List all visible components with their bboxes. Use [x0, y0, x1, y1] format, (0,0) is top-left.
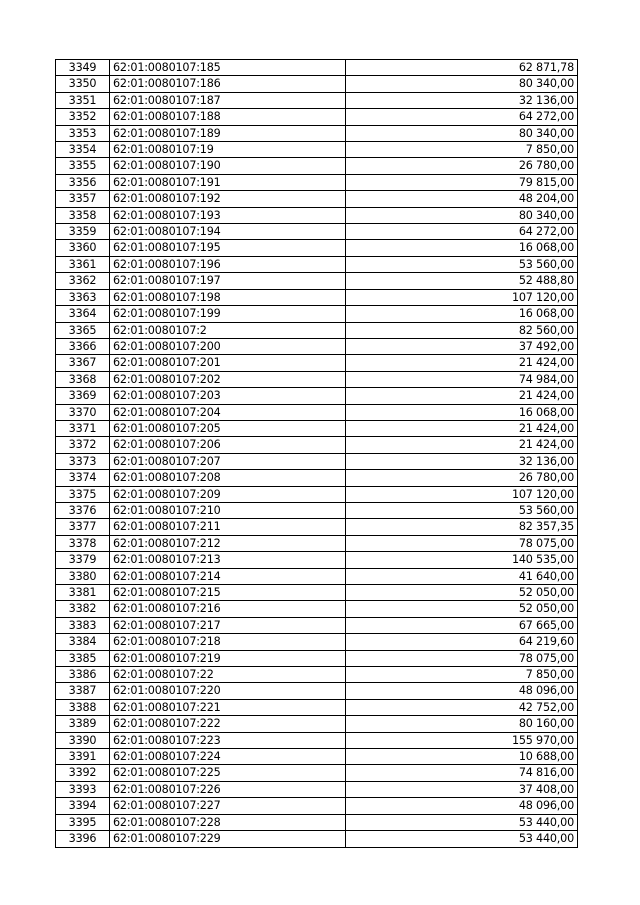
table-row — [56, 650, 578, 666]
value-cell: 74 984,00 — [346, 371, 578, 387]
cadastral-number-cell: 62:01:0080107:190 — [110, 158, 346, 174]
table-row — [56, 322, 578, 338]
cadastral-number-cell: 62:01:0080107:194 — [110, 224, 346, 240]
value-cell: 107 120,00 — [346, 486, 578, 502]
cadastral-number-cell: 62:01:0080107:200 — [110, 338, 346, 354]
table-row — [56, 831, 578, 847]
cadastral-value-table — [55, 59, 578, 848]
table-row — [56, 420, 578, 436]
value-cell: 48 096,00 — [346, 798, 578, 814]
row-number-cell: 3360 — [56, 240, 110, 256]
value-cell: 16 068,00 — [346, 404, 578, 420]
value-cell: 42 752,00 — [346, 699, 578, 715]
cadastral-number-cell: 62:01:0080107:201 — [110, 355, 346, 371]
row-number-cell: 3356 — [56, 174, 110, 190]
row-number-cell: 3355 — [56, 158, 110, 174]
row-number-cell: 3361 — [56, 256, 110, 272]
row-number-cell: 3359 — [56, 224, 110, 240]
cadastral-number-cell: 62:01:0080107:19 — [110, 142, 346, 158]
value-cell: 52 050,00 — [346, 585, 578, 601]
row-number-cell: 3396 — [56, 831, 110, 847]
value-cell: 107 120,00 — [346, 289, 578, 305]
table-row — [56, 732, 578, 748]
table-row — [56, 289, 578, 305]
value-cell: 41 640,00 — [346, 568, 578, 584]
row-number-cell: 3383 — [56, 617, 110, 633]
cadastral-number-cell: 62:01:0080107:186 — [110, 76, 346, 92]
row-number-cell: 3380 — [56, 568, 110, 584]
value-cell: 64 219,60 — [346, 634, 578, 650]
cadastral-number-cell: 62:01:0080107:210 — [110, 502, 346, 518]
cadastral-number-cell: 62:01:0080107:216 — [110, 601, 346, 617]
cadastral-number-cell: 62:01:0080107:228 — [110, 814, 346, 830]
cadastral-number-cell: 62:01:0080107:222 — [110, 716, 346, 732]
cadastral-number-cell: 62:01:0080107:225 — [110, 765, 346, 781]
table-row — [56, 92, 578, 108]
table-row — [56, 256, 578, 272]
cadastral-number-cell: 62:01:0080107:206 — [110, 437, 346, 453]
cadastral-number-cell: 62:01:0080107:220 — [110, 683, 346, 699]
table-row — [56, 125, 578, 141]
row-number-cell: 3382 — [56, 601, 110, 617]
value-cell: 64 272,00 — [346, 224, 578, 240]
row-number-cell: 3364 — [56, 306, 110, 322]
value-cell: 48 204,00 — [346, 191, 578, 207]
value-cell: 16 068,00 — [346, 240, 578, 256]
row-number-cell: 3370 — [56, 404, 110, 420]
row-number-cell: 3362 — [56, 273, 110, 289]
value-cell: 78 075,00 — [346, 535, 578, 551]
cadastral-number-cell: 62:01:0080107:202 — [110, 371, 346, 387]
cadastral-number-cell: 62:01:0080107:213 — [110, 552, 346, 568]
table-row — [56, 437, 578, 453]
table-row — [56, 388, 578, 404]
table-row — [56, 486, 578, 502]
cadastral-number-cell: 62:01:0080107:187 — [110, 92, 346, 108]
row-number-cell: 3368 — [56, 371, 110, 387]
table-row — [56, 355, 578, 371]
row-number-cell: 3363 — [56, 289, 110, 305]
value-cell: 82 560,00 — [346, 322, 578, 338]
value-cell: 21 424,00 — [346, 437, 578, 453]
table-row — [56, 519, 578, 535]
cadastral-number-cell: 62:01:0080107:192 — [110, 191, 346, 207]
cadastral-number-cell: 62:01:0080107:199 — [110, 306, 346, 322]
table-row — [56, 470, 578, 486]
table-row — [56, 568, 578, 584]
table-row — [56, 749, 578, 765]
table-row — [56, 60, 578, 76]
table-row — [56, 814, 578, 830]
value-cell: 32 136,00 — [346, 92, 578, 108]
cadastral-number-cell: 62:01:0080107:197 — [110, 273, 346, 289]
cadastral-number-cell: 62:01:0080107:198 — [110, 289, 346, 305]
row-number-cell: 3354 — [56, 142, 110, 158]
row-number-cell: 3392 — [56, 765, 110, 781]
cadastral-number-cell: 62:01:0080107:188 — [110, 109, 346, 125]
cadastral-number-cell: 62:01:0080107:205 — [110, 420, 346, 436]
row-number-cell: 3352 — [56, 109, 110, 125]
cadastral-number-cell: 62:01:0080107:221 — [110, 699, 346, 715]
row-number-cell: 3390 — [56, 732, 110, 748]
value-cell: 53 440,00 — [346, 814, 578, 830]
table-row — [56, 76, 578, 92]
value-cell: 53 560,00 — [346, 256, 578, 272]
value-cell: 26 780,00 — [346, 470, 578, 486]
cadastral-number-cell: 62:01:0080107:217 — [110, 617, 346, 633]
table-body — [56, 60, 578, 848]
value-cell: 26 780,00 — [346, 158, 578, 174]
row-number-cell: 3374 — [56, 470, 110, 486]
row-number-cell: 3394 — [56, 798, 110, 814]
table-row — [56, 765, 578, 781]
row-number-cell: 3367 — [56, 355, 110, 371]
value-cell: 64 272,00 — [346, 109, 578, 125]
cadastral-number-cell: 62:01:0080107:207 — [110, 453, 346, 469]
table-row — [56, 371, 578, 387]
table-row — [56, 716, 578, 732]
cadastral-number-cell: 62:01:0080107:215 — [110, 585, 346, 601]
cadastral-number-cell: 62:01:0080107:214 — [110, 568, 346, 584]
row-number-cell: 3372 — [56, 437, 110, 453]
cadastral-number-cell: 62:01:0080107:189 — [110, 125, 346, 141]
table-row — [56, 404, 578, 420]
row-number-cell: 3388 — [56, 699, 110, 715]
cadastral-number-cell: 62:01:0080107:185 — [110, 60, 346, 76]
table-row — [56, 634, 578, 650]
row-number-cell: 3379 — [56, 552, 110, 568]
table-row — [56, 158, 578, 174]
row-number-cell: 3373 — [56, 453, 110, 469]
value-cell: 21 424,00 — [346, 355, 578, 371]
table-row — [56, 699, 578, 715]
value-cell: 67 665,00 — [346, 617, 578, 633]
table-row — [56, 306, 578, 322]
table-row — [56, 207, 578, 223]
table-row — [56, 617, 578, 633]
cadastral-number-cell: 62:01:0080107:229 — [110, 831, 346, 847]
cadastral-number-cell: 62:01:0080107:211 — [110, 519, 346, 535]
row-number-cell: 3351 — [56, 92, 110, 108]
cadastral-number-cell: 62:01:0080107:193 — [110, 207, 346, 223]
value-cell: 53 560,00 — [346, 502, 578, 518]
value-cell: 52 488,80 — [346, 273, 578, 289]
table-row — [56, 798, 578, 814]
cadastral-number-cell: 62:01:0080107:2 — [110, 322, 346, 338]
cadastral-number-cell: 62:01:0080107:208 — [110, 470, 346, 486]
cadastral-number-cell: 62:01:0080107:191 — [110, 174, 346, 190]
value-cell: 37 492,00 — [346, 338, 578, 354]
cadastral-number-cell: 62:01:0080107:195 — [110, 240, 346, 256]
cadastral-number-cell: 62:01:0080107:209 — [110, 486, 346, 502]
cadastral-number-cell: 62:01:0080107:196 — [110, 256, 346, 272]
value-cell: 80 340,00 — [346, 207, 578, 223]
row-number-cell: 3378 — [56, 535, 110, 551]
row-number-cell: 3395 — [56, 814, 110, 830]
value-cell: 21 424,00 — [346, 388, 578, 404]
table-row — [56, 142, 578, 158]
cadastral-number-cell: 62:01:0080107:203 — [110, 388, 346, 404]
cadastral-number-cell: 62:01:0080107:227 — [110, 798, 346, 814]
cadastral-number-cell: 62:01:0080107:218 — [110, 634, 346, 650]
row-number-cell: 3389 — [56, 716, 110, 732]
value-cell: 53 440,00 — [346, 831, 578, 847]
value-cell: 32 136,00 — [346, 453, 578, 469]
table-row — [56, 191, 578, 207]
value-cell: 7 850,00 — [346, 667, 578, 683]
cadastral-number-cell: 62:01:0080107:223 — [110, 732, 346, 748]
row-number-cell: 3387 — [56, 683, 110, 699]
row-number-cell: 3385 — [56, 650, 110, 666]
cadastral-number-cell: 62:01:0080107:212 — [110, 535, 346, 551]
value-cell: 78 075,00 — [346, 650, 578, 666]
table-row — [56, 273, 578, 289]
table-row — [56, 601, 578, 617]
row-number-cell: 3371 — [56, 420, 110, 436]
value-cell: 7 850,00 — [346, 142, 578, 158]
value-cell: 80 340,00 — [346, 125, 578, 141]
value-cell: 37 408,00 — [346, 781, 578, 797]
table-row — [56, 174, 578, 190]
table-row — [56, 781, 578, 797]
cadastral-number-cell: 62:01:0080107:224 — [110, 749, 346, 765]
table-row — [56, 453, 578, 469]
value-cell: 82 357,35 — [346, 519, 578, 535]
value-cell: 80 340,00 — [346, 76, 578, 92]
row-number-cell: 3375 — [56, 486, 110, 502]
table-row — [56, 667, 578, 683]
value-cell: 140 535,00 — [346, 552, 578, 568]
row-number-cell: 3366 — [56, 338, 110, 354]
table-row — [56, 585, 578, 601]
value-cell: 16 068,00 — [346, 306, 578, 322]
row-number-cell: 3357 — [56, 191, 110, 207]
value-cell: 80 160,00 — [346, 716, 578, 732]
cadastral-number-cell: 62:01:0080107:219 — [110, 650, 346, 666]
table-row — [56, 502, 578, 518]
row-number-cell: 3349 — [56, 60, 110, 76]
table-row — [56, 552, 578, 568]
value-cell: 79 815,00 — [346, 174, 578, 190]
row-number-cell: 3376 — [56, 502, 110, 518]
row-number-cell: 3377 — [56, 519, 110, 535]
value-cell: 10 688,00 — [346, 749, 578, 765]
row-number-cell: 3350 — [56, 76, 110, 92]
row-number-cell: 3365 — [56, 322, 110, 338]
table-row — [56, 535, 578, 551]
row-number-cell: 3369 — [56, 388, 110, 404]
value-cell: 21 424,00 — [346, 420, 578, 436]
table-row — [56, 338, 578, 354]
value-cell: 52 050,00 — [346, 601, 578, 617]
value-cell: 155 970,00 — [346, 732, 578, 748]
row-number-cell: 3391 — [56, 749, 110, 765]
row-number-cell: 3393 — [56, 781, 110, 797]
cadastral-number-cell: 62:01:0080107:226 — [110, 781, 346, 797]
cadastral-number-cell: 62:01:0080107:22 — [110, 667, 346, 683]
table-row — [56, 683, 578, 699]
table-row — [56, 224, 578, 240]
table-row — [56, 240, 578, 256]
table-row — [56, 109, 578, 125]
row-number-cell: 3381 — [56, 585, 110, 601]
cadastral-number-cell: 62:01:0080107:204 — [110, 404, 346, 420]
value-cell: 74 816,00 — [346, 765, 578, 781]
value-cell: 62 871,78 — [346, 60, 578, 76]
row-number-cell: 3386 — [56, 667, 110, 683]
row-number-cell: 3384 — [56, 634, 110, 650]
row-number-cell: 3358 — [56, 207, 110, 223]
value-cell: 48 096,00 — [346, 683, 578, 699]
row-number-cell: 3353 — [56, 125, 110, 141]
